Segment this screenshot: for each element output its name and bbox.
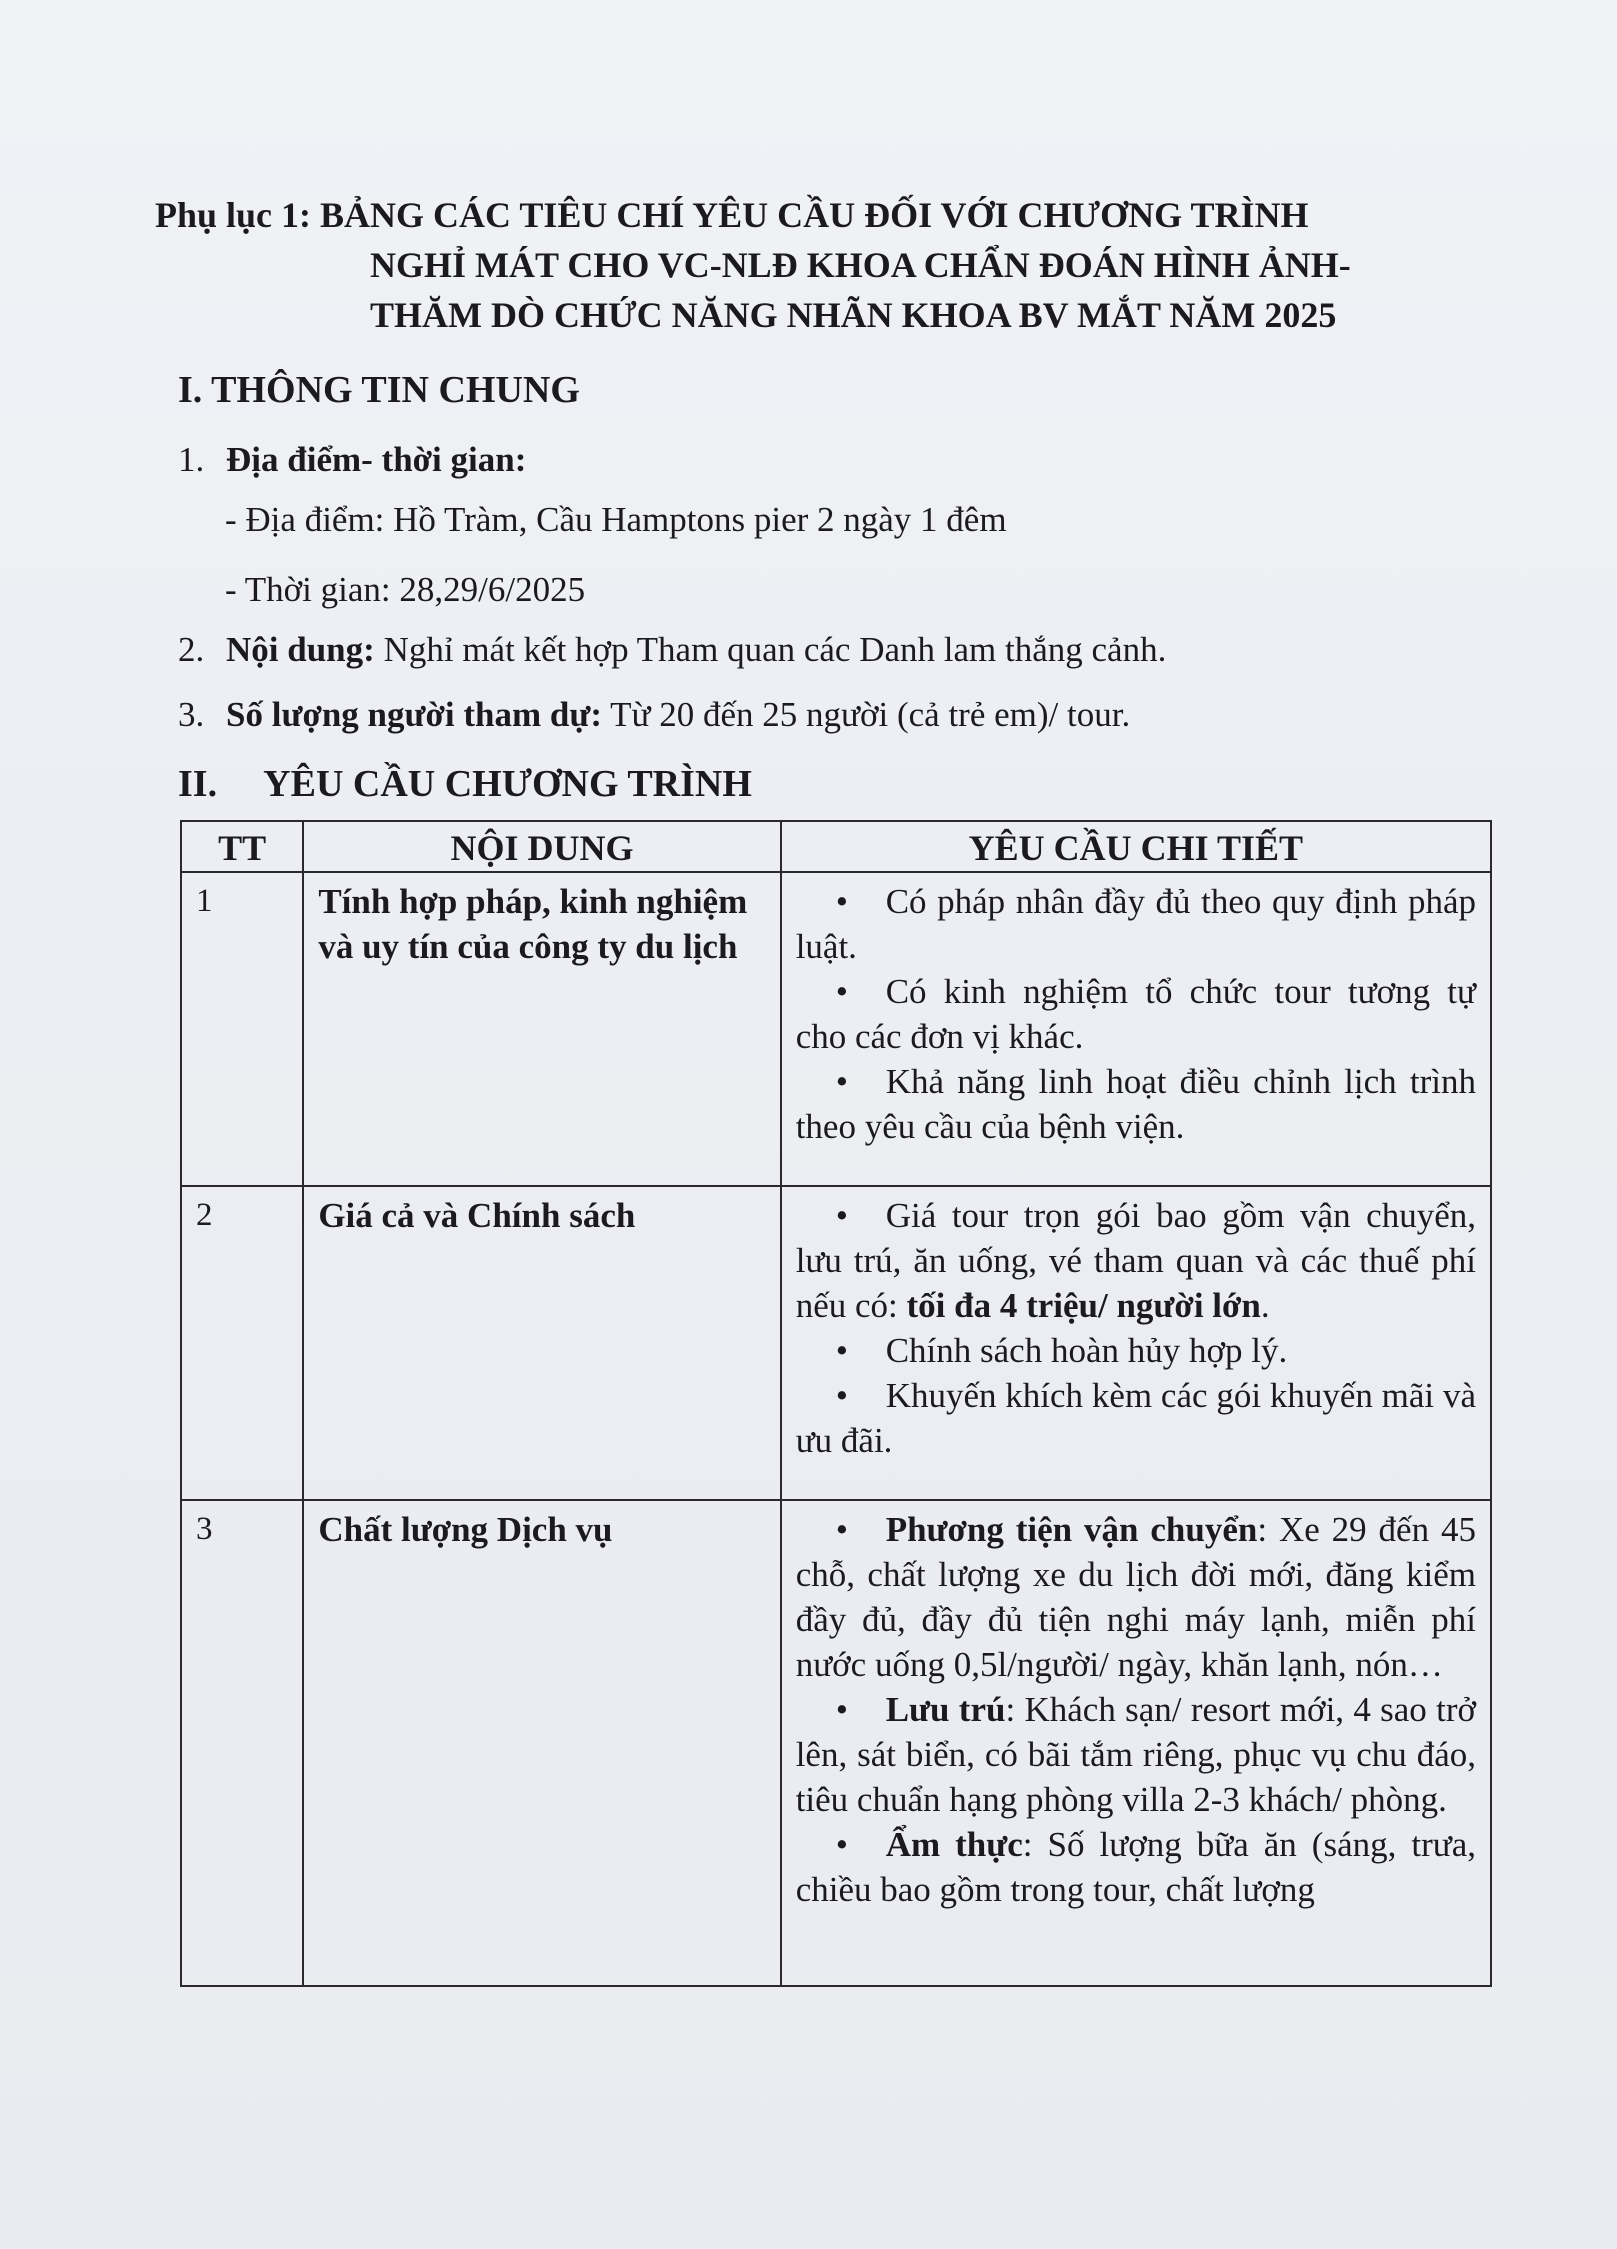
bullet-text: Có kinh nghiệm tổ chức tour tương tự cho các đơn vị khác. [795, 972, 1476, 1056]
row-3-bullet-2 [796, 1687, 1476, 1822]
bullet-bold-text: tối đa 4 triệu/ người lớn [906, 1286, 1261, 1325]
bullet-icon: • [835, 1196, 848, 1235]
bullet-icon: • [835, 1376, 848, 1415]
item-1-time: - Thời gian: 28,29/6/2025 [225, 570, 586, 609]
row-3-tt: 3 [181, 1500, 303, 1986]
row-2-yeu-cau [781, 1186, 1491, 1500]
item-3-label: Số lượng người tham dự: [226, 695, 603, 734]
bullet-text: Có pháp nhân đầy đủ theo quy định pháp luật. [795, 882, 1476, 966]
row-3-bullet-1 [796, 1507, 1476, 1687]
bullet-text: : Số lượng bữa ăn (sáng, trưa, chiều bao gồm trong tour, chất lượng [795, 1825, 1477, 1909]
bullet-icon: • [835, 1331, 848, 1370]
section-1-heading: I. THÔNG TIN CHUNG [178, 369, 580, 411]
row-3-bullet-3 [796, 1822, 1476, 1912]
bullet-text: Giá tour trọn gói bao gồm vận chuyển, lưu trú, ăn uống, vé tham quan và các thuế phí nếu có: [795, 1196, 1476, 1325]
bullet-icon: • [835, 1825, 848, 1864]
item-1-label: Địa điểm- thời gian: [226, 440, 527, 479]
header-yeu-cau: YÊU CẦU CHI TIẾT [781, 821, 1491, 872]
item-1-number: 1. [178, 440, 205, 479]
item-2-text: Nghỉ mát kết hợp Tham quan các Danh lam thắng cảnh. [374, 630, 1167, 669]
row-1-tt: 1 [181, 872, 303, 1186]
row-1-bullet-2 [796, 969, 1476, 1059]
bullet-text: : Xe 29 đến 45 chỗ, chất lượng xe du lịch đời mới, đăng kiểm đầy đủ, đầy đủ tiện nghi máy lạnh, miễn phí nước uống 0,5l/người/ ngày, khăn lạnh, nón… [795, 1510, 1476, 1684]
item-1 [178, 440, 526, 480]
item-1-location: - Địa điểm: Hồ Tràm, Cầu Hamptons pier 2 ngày 1 đêm [225, 500, 1007, 539]
bullet-bold-text: Phương tiện vận chuyển [885, 1510, 1258, 1549]
title-line-1: Phụ lục 1: BẢNG CÁC TIÊU CHÍ YÊU CẦU ĐỐI VỚI CHƯƠNG TRÌNH [155, 195, 1309, 235]
table-row [181, 1186, 1491, 1500]
header-tt: TT [181, 821, 303, 872]
table-row [181, 1500, 1491, 1986]
row-3-yeu-cau [781, 1500, 1491, 1986]
header-noi-dung: NỘI DUNG [303, 821, 780, 872]
section-2-heading: II. YÊU CẦU CHƯƠNG TRÌNH [178, 763, 752, 805]
bullet-text: Khuyến khích kèm các gói khuyến mãi và ưu đãi. [795, 1376, 1476, 1460]
bullet-icon: • [835, 1690, 848, 1729]
bullet-text: : Khách sạn/ resort mới, 4 sao trở lên, sát biển, có bãi tắm riêng, phục vụ chu đáo, tiêu chuẩn hạng phòng villa 2-3 khách/ phòng. [795, 1690, 1477, 1819]
row-1-yeu-cau [781, 872, 1491, 1186]
row-1-bullet-3 [796, 1059, 1476, 1149]
item-3-number: 3. [178, 695, 205, 734]
item-3 [178, 695, 1130, 735]
item-2-label: Nội dung: [226, 630, 375, 669]
title-line-2: NGHỈ MÁT CHO VC-NLĐ KHOA CHẨN ĐOÁN HÌNH ẢNH- [370, 245, 1351, 285]
row-2-bullet-2 [796, 1328, 1476, 1373]
table-header-row [181, 821, 1491, 872]
row-2-bullet-3 [796, 1373, 1476, 1463]
bullet-icon: • [835, 1510, 848, 1549]
requirements-table [180, 820, 1492, 1987]
row-3-noi-dung: Chất lượng Dịch vụ [303, 1500, 780, 1986]
table-row [181, 872, 1491, 1186]
row-2-tt: 2 [181, 1186, 303, 1500]
row-2-bullet-1 [796, 1193, 1476, 1328]
row-1-bullet-1 [796, 879, 1476, 969]
bullet-text-end: . [1260, 1286, 1270, 1325]
bullet-icon: • [835, 882, 848, 921]
item-2-number: 2. [178, 630, 205, 669]
bullet-icon: • [835, 972, 848, 1011]
bullet-text: Khả năng linh hoạt điều chỉnh lịch trình theo yêu cầu của bệnh viện. [795, 1062, 1476, 1146]
bullet-bold-text: Ẩm thực [885, 1825, 1023, 1864]
row-2-noi-dung: Giá cả và Chính sách [303, 1186, 780, 1500]
bullet-icon: • [835, 1062, 848, 1101]
item-2 [178, 630, 1166, 670]
title-line-3: THĂM DÒ CHỨC NĂNG NHÃN KHOA BV MẮT NĂM 2025 [370, 295, 1337, 335]
document-title [155, 190, 1455, 340]
item-3-text: Từ 20 đến 25 người (cả trẻ em)/ tour. [602, 695, 1131, 734]
bullet-bold-text: Lưu trú [885, 1690, 1006, 1729]
bullet-text: Chính sách hoàn hủy hợp lý. [885, 1331, 1288, 1370]
row-1-noi-dung: Tính hợp pháp, kinh nghiệm và uy tín của công ty du lịch [303, 872, 780, 1186]
